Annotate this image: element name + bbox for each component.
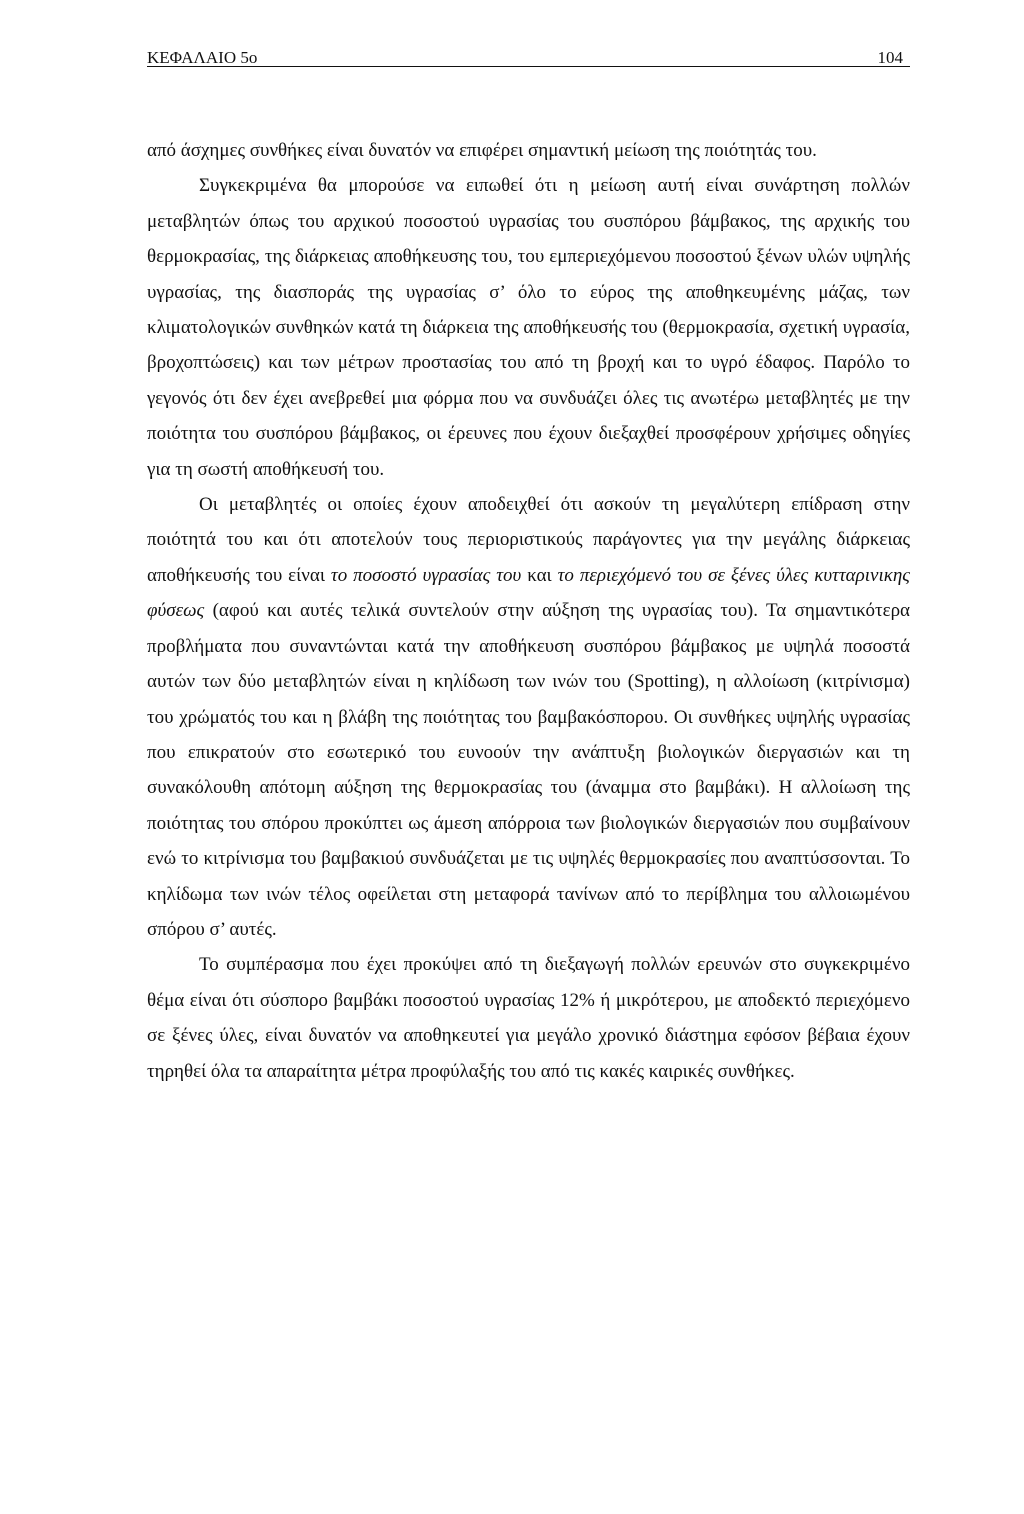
paragraph-variables: Συγκεκριμένα θα μπορούσε να ειπωθεί ότι η μείωση αυτή είναι συνάρτηση πολλών μεταβλητών όπως του αρχικού ποσοστού υγρασίας του συσπόρου βάμβακος, της αρχικής του θερμοκρασίας, της διάρκειας αποθήκευσης του, του εμπεριεχόμενου ποσοστού ξένων υλών υψηλής υγρασίας, της διασποράς της υγρασίας σ’ όλο το εύρος της αποθηκευμένης μάζας, των κλιματολογικών συνθηκών κατά τη διάρκεια της αποθήκευσής του (θερμοκρασία, σχετική υγρασία, βροχοπτώσεις) και των μέτρων προστασίας του από τη βροχή και το υγρό έδαφος. Παρόλο το γεγονός ότι δεν έχει ανεβρεθεί μια φόρμα που να συνδυάζει όλες τις ανωτέρω μεταβλητές με την ποιότητα του συσπόρου βάμβακος, οι έρευνες που έχουν διεξαχθεί προσφέρουν χρήσιμες οδηγίες για τη σωστή αποθήκευσή του. [147,175,910,480]
chapter-label: ΚΕΦΑΛΑΙΟ 5ο [147,48,258,67]
page-number: 104 [877,48,903,67]
paragraph-continuation: από άσχημες συνθήκες είναι δυνατόν να επιφέρει σημαντική μείωση της ποιότητάς του. [147,140,817,161]
running-header [147,44,910,67]
italic-phrase-moisture: το ποσοστό υγρασίας του [330,564,522,586]
paragraph-limiting-factors [147,487,910,947]
italic-phrase-foreign-matter: το περιεχόμενό του σε ξένες ύλες κυτταρινικης φύσεως [147,564,910,622]
paragraph-conclusion: Το συμπέρασμα που έχει προκύψει από τη διεξαγωγή πολλών ερευνών στο συγκεκριμένο θέμα είναι ότι σύσπορο βαμβάκι ποσοστού υγρασίας 12% ή μικρότερου, με αποδεκτό περιεχόμενο σε ξένες ύλες, είναι δυνατόν να αποθηκευτεί για μεγάλο χρονικό διάστημα εφόσον βέβαια έχουν τηρηθεί όλα τα απαραίτητα μέτρα προφύλαξής του από τις κακές καιρικές συνθήκες. [147,954,910,1082]
document-page [147,44,910,1089]
paragraph-text: και [521,564,558,586]
paragraph-text: (αφού και αυτές τελικά συντελούν στην αύξηση της υγρασίας του). Τα σημαντικότερα προβλήματα που συναντώνται κατά την αποθήκευση συσπόρου βάμβακος με υψηλά ποσοστά αυτών των δύο μεταβλητών είναι η κηλίδωση των ινών του (Spotting), η αλλοίωση (κιτρίνισμα) του χρώματός του και η βλάβη της ποιότητας του βαμβακόσπορου. Οι συνθήκες υψηλής υγρασίας που επικρατούν στο εσωτερικό του ευνοούν την ανάπτυξη βιολογικών διεργασιών και τη συνακόλουθη απότομη αύξηση της θερμοκρασίας του (άναμμα στο βαμβάκι). Η αλλοίωση της ποιότητας του σπόρου προκύπτει ως άμεση απόρροια των βιολογικών διεργασιών που συμβαίνουν ενώ το κιτρίνισμα του βαμβακιού συνδυάζεται με τις υψηλές θερμοκρασίες που αναπτύσσονται. Το κηλίδωμα των ινών τέλος οφείλεται στη μεταφορά τανίνων από το περίβλημα του αλλοιωμένου σπόρου σ’ αυτές. [147,600,910,940]
paragraph-text: Οι μεταβλητές οι οποίες έχουν αποδειχθεί ότι ασκούν τη μεγαλύτερη επίδραση στην ποιότητά του και ότι αποτελούν τους περιοριστικούς παράγοντες για την μεγάλης διάρκειας αποθήκευσής του είναι [147,494,910,586]
body-text [147,133,910,1089]
